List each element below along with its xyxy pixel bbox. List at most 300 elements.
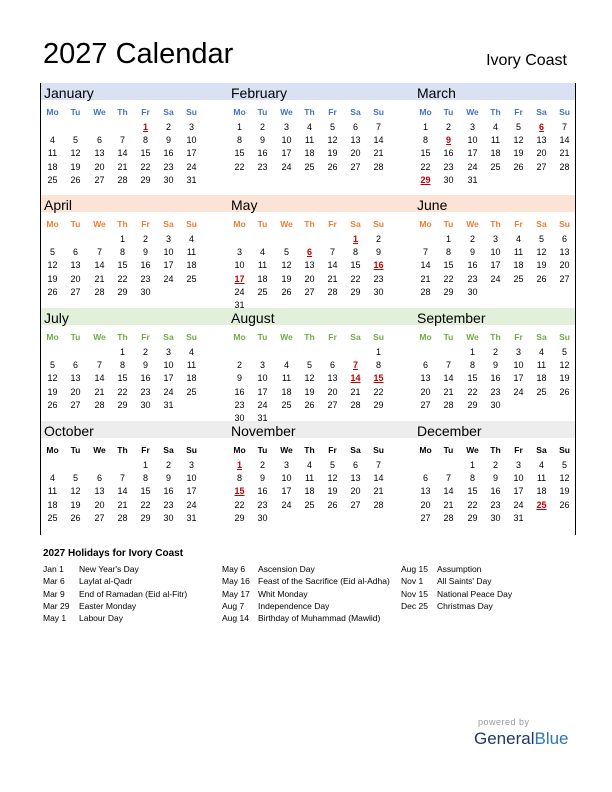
day-cell: 25 xyxy=(304,499,315,510)
day-cell: 20 xyxy=(420,386,431,397)
day-cell: 24 xyxy=(513,386,524,397)
weekday-header: Tu xyxy=(443,445,454,455)
day-cell: 20 xyxy=(350,486,361,497)
day-cell: 5 xyxy=(306,360,312,371)
weekday-header: We xyxy=(280,219,293,229)
day-cell: 5 xyxy=(49,247,55,258)
day-cell: 9 xyxy=(165,135,171,146)
day-cell: 12 xyxy=(47,260,58,271)
day-cell: 18 xyxy=(47,161,58,172)
weekday-header: Th xyxy=(490,107,501,117)
day-cell: 24 xyxy=(490,273,501,284)
day-cell: 13 xyxy=(94,148,105,159)
day-cell: 18 xyxy=(257,273,268,284)
month-september xyxy=(414,308,592,420)
day-cell: 14 xyxy=(94,373,105,384)
day-cell: 25 xyxy=(186,273,197,284)
day-cell: 28 xyxy=(559,161,570,172)
month-name: August xyxy=(231,310,275,326)
day-cell: 8 xyxy=(142,473,148,484)
day-cell: 15 xyxy=(350,260,361,271)
day-cell: 21 xyxy=(373,486,384,497)
day-cell: 18 xyxy=(304,148,315,159)
day-cell: 4 xyxy=(49,473,55,484)
day-cell: 19 xyxy=(536,260,547,271)
day-cell: 11 xyxy=(304,473,315,484)
day-cell: 21 xyxy=(443,386,454,397)
day-cell: 25 xyxy=(490,161,501,172)
weekday-header: Sa xyxy=(163,445,174,455)
weekday-header: Fr xyxy=(141,445,150,455)
weekday-header: Th xyxy=(490,445,501,455)
weekday-header: Sa xyxy=(350,219,361,229)
day-cell: 7 xyxy=(561,122,567,132)
day-cell: 16 xyxy=(257,148,268,159)
weekday-header: Mo xyxy=(419,107,432,117)
day-cell: 11 xyxy=(47,486,58,497)
day-cell: 19 xyxy=(70,161,81,172)
day-cell: 19 xyxy=(47,386,58,397)
day-cell: 11 xyxy=(47,148,58,159)
weekday-header: We xyxy=(280,107,293,117)
day-cell: 24 xyxy=(513,499,524,510)
holiday-item xyxy=(43,563,213,575)
day-cell: 4 xyxy=(283,360,289,371)
day-cell: 15 xyxy=(117,373,128,384)
holiday-day-cell: 6 xyxy=(306,247,312,258)
day-cell: 6 xyxy=(352,460,358,470)
day-cell: 10 xyxy=(467,135,478,146)
day-cell: 2 xyxy=(142,347,148,357)
holiday-item xyxy=(401,563,571,575)
calendar-grid xyxy=(40,83,576,535)
day-cell: 3 xyxy=(515,347,521,357)
day-cell: 26 xyxy=(536,273,547,284)
holiday-date: May 16 xyxy=(222,576,250,587)
day-cell: 2 xyxy=(259,460,265,470)
day-cell: 30 xyxy=(467,286,478,297)
weekday-header: Fr xyxy=(514,445,523,455)
holiday-item xyxy=(401,575,571,587)
day-cell: 2 xyxy=(492,347,498,357)
day-cell: 2 xyxy=(236,360,242,371)
day-cell: 20 xyxy=(536,148,547,159)
day-cell: 15 xyxy=(140,148,151,159)
day-cell: 20 xyxy=(420,499,431,510)
weekday-header: Mo xyxy=(233,219,246,229)
weekday-header: Fr xyxy=(328,332,337,342)
day-cell: 26 xyxy=(70,512,81,523)
day-cell: 26 xyxy=(304,399,315,410)
month-name: April xyxy=(44,197,73,213)
holiday-name: Independence Day xyxy=(258,600,330,611)
day-cell: 2 xyxy=(165,460,171,470)
day-cell: 23 xyxy=(490,499,501,510)
day-cell: 9 xyxy=(236,373,242,384)
day-cell: 28 xyxy=(420,286,431,297)
weekday-header: Su xyxy=(559,107,570,117)
day-cell: 26 xyxy=(327,499,338,510)
day-cell: 6 xyxy=(422,473,428,484)
day-cell: 22 xyxy=(350,273,361,284)
day-cell: 4 xyxy=(188,347,194,357)
day-cell: 24 xyxy=(186,161,197,172)
weekday-header: Mo xyxy=(46,445,59,455)
holidays-title: 2027 Holidays for Ivory Coast xyxy=(43,548,184,559)
day-cell: 9 xyxy=(492,360,498,371)
weekday-header: Tu xyxy=(257,107,268,117)
day-cell: 14 xyxy=(327,260,338,271)
day-cell: 5 xyxy=(329,122,335,132)
weekday-header: Sa xyxy=(536,332,547,342)
day-cell: 5 xyxy=(538,234,544,244)
day-cell: 29 xyxy=(443,286,454,297)
day-cell: 17 xyxy=(513,486,524,497)
day-cell: 12 xyxy=(536,247,547,258)
weekday-header: Tu xyxy=(443,332,454,342)
day-cell: 6 xyxy=(352,122,358,132)
weekday-header: Su xyxy=(186,219,197,229)
weekday-header: Th xyxy=(304,219,315,229)
weekday-header: Th xyxy=(304,107,315,117)
month-name: June xyxy=(417,197,448,213)
day-cell: 21 xyxy=(373,148,384,159)
day-cell: 16 xyxy=(140,373,151,384)
day-cell: 14 xyxy=(373,473,384,484)
day-cell: 24 xyxy=(281,161,292,172)
weekday-header: Su xyxy=(559,219,570,229)
day-cell: 25 xyxy=(186,386,197,397)
weekday-header: Mo xyxy=(233,332,246,342)
weekday-header: Th xyxy=(304,332,315,342)
holiday-item xyxy=(401,600,571,612)
weekday-header: Fr xyxy=(141,107,150,117)
day-cell: 15 xyxy=(467,486,478,497)
day-cell: 14 xyxy=(443,486,454,497)
day-cell: 14 xyxy=(559,135,570,146)
day-cell: 23 xyxy=(140,386,151,397)
weekday-header: Th xyxy=(117,332,128,342)
holiday-day-cell: 16 xyxy=(373,260,384,271)
day-cell: 28 xyxy=(443,512,454,523)
holiday-name: Whit Monday xyxy=(258,588,308,599)
day-cell: 12 xyxy=(70,148,81,159)
holiday-date: Nov 15 xyxy=(401,588,428,599)
holiday-name: New Year's Day xyxy=(79,564,139,574)
day-cell: 13 xyxy=(350,135,361,146)
day-cell: 18 xyxy=(536,373,547,384)
day-cell: 27 xyxy=(420,512,431,523)
weekday-header: Th xyxy=(490,332,501,342)
holiday-date: May 6 xyxy=(222,564,246,574)
holiday-day-cell: 15 xyxy=(234,486,245,497)
day-cell: 1 xyxy=(236,122,242,132)
weekday-header: Sa xyxy=(350,332,361,342)
day-cell: 19 xyxy=(327,148,338,159)
day-cell: 23 xyxy=(443,161,454,172)
weekday-header: Fr xyxy=(141,219,150,229)
day-cell: 29 xyxy=(234,512,245,523)
weekday-header: Th xyxy=(304,445,315,455)
day-cell: 10 xyxy=(234,260,245,271)
day-cell: 6 xyxy=(561,234,567,244)
weekday-header: Tu xyxy=(70,445,81,455)
day-cell: 10 xyxy=(186,473,197,484)
day-cell: 21 xyxy=(443,499,454,510)
day-cell: 5 xyxy=(72,473,78,484)
month-july xyxy=(41,308,219,420)
day-cell: 28 xyxy=(117,512,128,523)
weekday-header: Su xyxy=(559,445,570,455)
day-cell: 12 xyxy=(513,135,524,146)
day-cell: 25 xyxy=(536,386,547,397)
day-cell: 19 xyxy=(327,486,338,497)
day-cell: 8 xyxy=(469,473,475,484)
day-cell: 16 xyxy=(234,386,245,397)
holiday-item xyxy=(222,612,392,624)
month-name: February xyxy=(231,85,288,101)
day-cell: 22 xyxy=(234,499,245,510)
day-cell: 3 xyxy=(259,360,265,371)
month-name: July xyxy=(44,310,69,326)
day-cell: 17 xyxy=(163,373,174,384)
day-cell: 19 xyxy=(513,148,524,159)
month-name: October xyxy=(44,423,94,439)
day-cell: 23 xyxy=(467,273,478,284)
day-cell: 4 xyxy=(538,347,544,357)
holiday-name: All Saints' Day xyxy=(437,576,492,587)
holiday-date: May 17 xyxy=(222,588,250,599)
generalblue-logo[interactable] xyxy=(474,729,569,749)
month-name: November xyxy=(231,423,296,439)
day-cell: 27 xyxy=(94,174,105,185)
day-cell: 27 xyxy=(559,273,570,284)
day-cell: 31 xyxy=(467,174,478,185)
weekday-header: Sa xyxy=(350,107,361,117)
weekday-header: Th xyxy=(490,219,501,229)
day-cell: 26 xyxy=(47,286,58,297)
month-april xyxy=(41,195,219,307)
day-cell: 5 xyxy=(283,247,289,258)
day-cell: 13 xyxy=(350,473,361,484)
day-cell: 24 xyxy=(163,386,174,397)
holiday-name: Laylat al-Qadr xyxy=(79,576,133,587)
weekday-header: Tu xyxy=(257,219,268,229)
weekday-header: Tu xyxy=(70,332,81,342)
holiday-name: Birthday of Muhammad (Mawlid) xyxy=(258,613,381,624)
day-cell: 13 xyxy=(559,247,570,258)
day-cell: 29 xyxy=(117,399,128,410)
day-cell: 30 xyxy=(490,399,501,410)
day-cell: 17 xyxy=(281,148,292,159)
day-cell: 21 xyxy=(420,273,431,284)
day-cell: 27 xyxy=(70,399,81,410)
day-cell: 4 xyxy=(188,234,194,244)
weekday-header: Mo xyxy=(46,332,59,342)
weekday-header: Fr xyxy=(328,219,337,229)
day-cell: 14 xyxy=(94,260,105,271)
day-cell: 15 xyxy=(467,373,478,384)
day-cell: 21 xyxy=(350,386,361,397)
day-cell: 5 xyxy=(49,360,55,371)
day-cell: 4 xyxy=(259,247,265,258)
weekday-header: We xyxy=(93,107,106,117)
day-cell: 4 xyxy=(515,234,521,244)
day-cell: 9 xyxy=(259,135,265,146)
day-cell: 29 xyxy=(140,174,151,185)
day-cell: 7 xyxy=(119,473,125,484)
day-cell: 27 xyxy=(327,399,338,410)
weekday-header: Su xyxy=(186,332,197,342)
weekday-header: We xyxy=(466,445,479,455)
day-cell: 19 xyxy=(559,373,570,384)
day-cell: 25 xyxy=(47,174,58,185)
day-cell: 2 xyxy=(142,234,148,244)
day-cell: 22 xyxy=(140,499,151,510)
day-cell: 1 xyxy=(422,122,428,132)
weekday-header: Su xyxy=(559,332,570,342)
holiday-item xyxy=(222,600,392,612)
month-name: March xyxy=(417,85,456,101)
holiday-name: Assumption xyxy=(437,564,482,574)
weekday-header: Tu xyxy=(257,332,268,342)
day-cell: 2 xyxy=(259,122,265,132)
day-cell: 11 xyxy=(536,360,547,371)
day-cell: 1 xyxy=(469,347,475,357)
day-cell: 5 xyxy=(561,347,567,357)
weekday-header: Fr xyxy=(328,445,337,455)
day-cell: 23 xyxy=(163,499,174,510)
day-cell: 24 xyxy=(467,161,478,172)
holiday-name: Labour Day xyxy=(79,613,123,624)
month-name: September xyxy=(417,310,486,326)
day-cell: 12 xyxy=(70,486,81,497)
day-cell: 10 xyxy=(490,247,501,258)
holiday-day-cell: 1 xyxy=(352,234,358,244)
day-cell: 19 xyxy=(70,499,81,510)
day-cell: 14 xyxy=(373,135,384,146)
holiday-day-cell: 29 xyxy=(420,174,431,185)
day-cell: 11 xyxy=(281,373,292,384)
day-cell: 1 xyxy=(119,347,125,357)
day-cell: 16 xyxy=(490,486,501,497)
weekday-header: Sa xyxy=(163,219,174,229)
weekday-header: Fr xyxy=(514,332,523,342)
weekday-header: We xyxy=(466,107,479,117)
day-cell: 16 xyxy=(467,260,478,271)
day-cell: 12 xyxy=(327,135,338,146)
day-cell: 3 xyxy=(165,347,171,357)
day-cell: 25 xyxy=(304,161,315,172)
day-cell: 7 xyxy=(375,122,381,132)
month-october xyxy=(41,421,219,533)
month-november xyxy=(228,421,406,533)
day-cell: 13 xyxy=(304,260,315,271)
day-cell: 7 xyxy=(96,360,102,371)
weekday-header: Tu xyxy=(257,445,268,455)
day-cell: 5 xyxy=(72,135,78,146)
day-cell: 21 xyxy=(94,386,105,397)
holiday-date: Dec 25 xyxy=(401,600,428,611)
weekday-header: We xyxy=(93,219,106,229)
holiday-date: Jan 1 xyxy=(43,564,64,574)
holiday-name: Ascension Day xyxy=(258,564,315,574)
month-name: January xyxy=(44,85,94,101)
weekday-header: Su xyxy=(373,445,384,455)
holiday-day-cell: 25 xyxy=(536,499,547,510)
day-cell: 22 xyxy=(234,161,245,172)
day-cell: 27 xyxy=(420,399,431,410)
day-cell: 25 xyxy=(257,286,268,297)
day-cell: 6 xyxy=(72,360,78,371)
holiday-name: National Peace Day xyxy=(437,588,513,599)
day-cell: 28 xyxy=(443,399,454,410)
day-cell: 19 xyxy=(47,273,58,284)
day-cell: 11 xyxy=(186,247,197,258)
day-cell: 11 xyxy=(490,135,501,146)
day-cell: 16 xyxy=(490,373,501,384)
day-cell: 17 xyxy=(490,260,501,271)
holiday-day-cell: 1 xyxy=(142,122,148,132)
day-cell: 24 xyxy=(257,399,268,410)
day-cell: 27 xyxy=(94,512,105,523)
day-cell: 22 xyxy=(373,386,384,397)
day-cell: 12 xyxy=(559,473,570,484)
day-cell: 19 xyxy=(304,386,315,397)
day-cell: 30 xyxy=(163,512,174,523)
day-cell: 9 xyxy=(165,473,171,484)
weekday-header: We xyxy=(93,445,106,455)
day-cell: 8 xyxy=(119,247,125,258)
day-cell: 28 xyxy=(373,499,384,510)
day-cell: 14 xyxy=(443,373,454,384)
day-cell: 2 xyxy=(492,460,498,470)
day-cell: 24 xyxy=(281,499,292,510)
day-cell: 24 xyxy=(186,499,197,510)
weekday-header: Fr xyxy=(141,332,150,342)
day-cell: 8 xyxy=(236,135,242,146)
day-cell: 6 xyxy=(72,247,78,258)
day-cell: 22 xyxy=(140,161,151,172)
holiday-item xyxy=(222,563,392,575)
month-name: May xyxy=(231,197,258,213)
day-cell: 1 xyxy=(119,234,125,244)
day-cell: 10 xyxy=(281,473,292,484)
day-cell: 23 xyxy=(234,399,245,410)
day-cell: 26 xyxy=(513,161,524,172)
day-cell: 5 xyxy=(561,460,567,470)
day-cell: 18 xyxy=(513,260,524,271)
day-cell: 31 xyxy=(257,413,268,423)
day-cell: 6 xyxy=(329,360,335,371)
day-cell: 9 xyxy=(375,247,381,258)
day-cell: 10 xyxy=(163,247,174,258)
day-cell: 29 xyxy=(467,399,478,410)
day-cell: 30 xyxy=(163,174,174,185)
day-cell: 5 xyxy=(515,122,521,132)
day-cell: 8 xyxy=(375,360,381,371)
day-cell: 17 xyxy=(467,148,478,159)
day-cell: 13 xyxy=(70,373,81,384)
day-cell: 31 xyxy=(513,512,524,523)
day-cell: 17 xyxy=(163,260,174,271)
day-cell: 29 xyxy=(117,286,128,297)
weekday-header: We xyxy=(93,332,106,342)
weekday-header: We xyxy=(280,445,293,455)
holiday-item xyxy=(222,588,392,600)
holiday-name: Christmas Day xyxy=(437,600,493,611)
day-cell: 9 xyxy=(469,247,475,258)
